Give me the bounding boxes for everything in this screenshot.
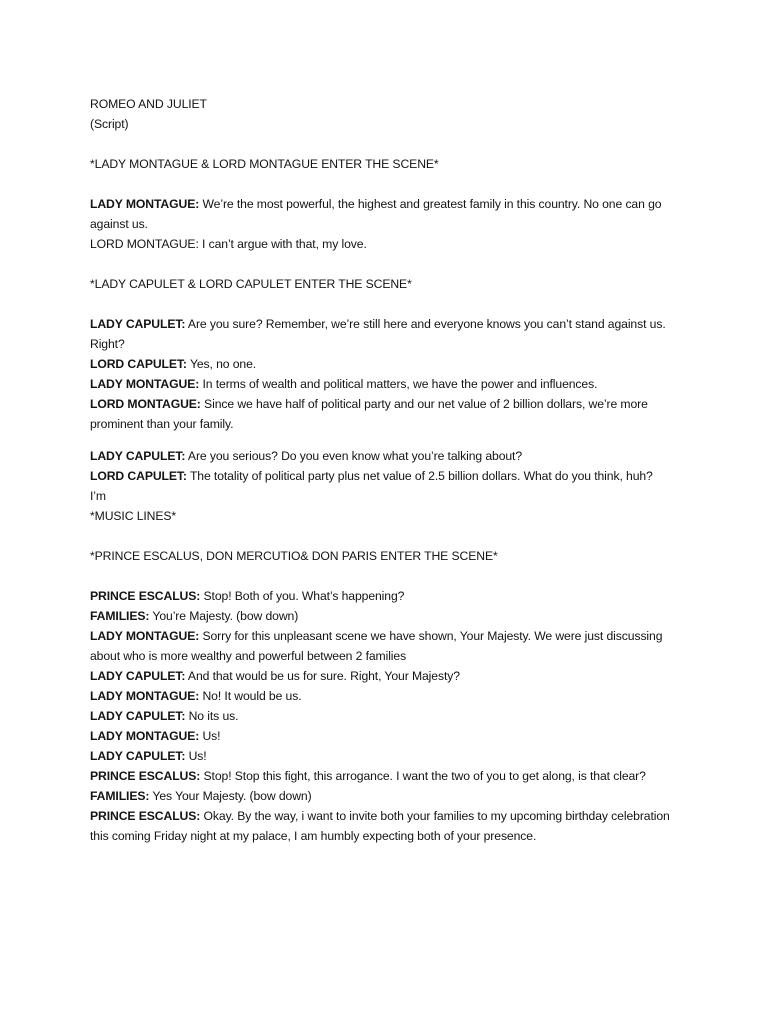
- dialogue-line: [90, 586, 690, 606]
- dialogue-line: [90, 706, 690, 726]
- stage-direction: *PRINCE ESCALUS, DON MERCUTIO& DON PARIS ENTER THE SCENE*: [90, 549, 498, 563]
- dialogue-line: [90, 606, 690, 626]
- dialogue-text: No its us.: [185, 709, 239, 723]
- speaker-name: LADY CAPULET:: [90, 749, 186, 763]
- dialogue-line: [90, 314, 690, 354]
- dialogue-text: Us!: [199, 729, 221, 743]
- dialogue-line: [90, 486, 690, 506]
- speaker-name: PRINCE ESCALUS:: [90, 769, 201, 783]
- dialogue-line: [90, 374, 690, 394]
- dialogue-text: We’re the most powerful, the highest and greatest family in this country. No one can go against us.: [90, 197, 665, 231]
- speaker-name: LADY CAPULET:: [90, 669, 186, 683]
- stage-direction: *LADY MONTAGUE & LORD MONTAGUE ENTER THE SCENE*: [90, 157, 439, 171]
- speaker-name: LORD CAPULET:: [90, 469, 187, 483]
- speaker-name: LADY MONTAGUE:: [90, 377, 200, 391]
- script-page: [90, 94, 690, 846]
- dialogue-line: [90, 726, 690, 746]
- speaker-name: LADY CAPULET:: [90, 449, 186, 463]
- dialogue-text: Okay. By the way, i want to invite both your families to my upcoming birthday celebration this coming Friday night at my palace, I am humbly expecting both of your presence.: [90, 809, 673, 843]
- dialogue-line: [90, 626, 690, 666]
- dialogue-text: Are you sure? Remember, we’re still here and everyone knows you can’t stand against us. Right?: [90, 317, 669, 351]
- dialogue-text: Us!: [185, 749, 207, 763]
- dialogue-line: [90, 686, 690, 706]
- dialogue-text: Are you serious? Do you even know what you’re talking about?: [185, 449, 523, 463]
- speaker-name: LADY CAPULET:: [90, 709, 186, 723]
- speaker-name: LADY MONTAGUE:: [90, 689, 200, 703]
- dialogue-text: Stop! Stop this fight, this arrogance. I want the two of you to get along, is that clear?: [200, 769, 646, 783]
- speaker-name: PRINCE ESCALUS:: [90, 589, 201, 603]
- speaker-name: LORD CAPULET:: [90, 357, 187, 371]
- speaker-name: LADY MONTAGUE:: [90, 729, 200, 743]
- dialogue-text: The totality of political party plus net value of 2.5 billion dollars. What do you think, huh?: [186, 469, 653, 483]
- dialogue-line: [90, 446, 690, 466]
- dialogue-text: No! It would be us.: [199, 689, 302, 703]
- script-subtitle: (Script): [90, 117, 129, 131]
- dialogue-line: [90, 666, 690, 686]
- script-title: ROMEO AND JULIET: [90, 97, 207, 111]
- dialogue-line: [90, 194, 690, 234]
- speaker-name: LORD MONTAGUE:: [90, 397, 201, 411]
- dialogue-text: LORD MONTAGUE: I can’t argue with that, my love.: [90, 237, 367, 251]
- speaker-name: PRINCE ESCALUS:: [90, 809, 201, 823]
- dialogue-text: Since we have half of political party and our net value of 2 billion dollars, we’re more prominent than your family.: [90, 397, 652, 431]
- dialogue-text: You’re Majesty. (bow down): [149, 609, 299, 623]
- speaker-name: LADY MONTAGUE:: [90, 629, 200, 643]
- dialogue-line: [90, 354, 690, 374]
- dialogue-line: [90, 466, 690, 486]
- dialogue-line: [90, 786, 690, 806]
- dialogue-text: In terms of wealth and political matters, we have the power and influences.: [199, 377, 598, 391]
- speaker-name: FAMILIES:: [90, 609, 150, 623]
- dialogue-text: Yes Your Majesty. (bow down): [149, 789, 312, 803]
- dialogue-text: Sorry for this unpleasant scene we have shown, Your Majesty. We were just discussing about who is more wealthy and powerful between 2 families: [90, 629, 666, 663]
- dialogue-line: [90, 806, 690, 846]
- dialogue-text: Stop! Both of you. What’s happening?: [200, 589, 405, 603]
- dialogue-line: [90, 234, 690, 254]
- dialogue-line: [90, 746, 690, 766]
- dialogue-line: [90, 766, 690, 786]
- speaker-name: FAMILIES:: [90, 789, 150, 803]
- stage-direction: *LADY CAPULET & LORD CAPULET ENTER THE SCENE*: [90, 277, 412, 291]
- dialogue-text: I’m: [90, 489, 106, 503]
- speaker-name: LADY MONTAGUE:: [90, 197, 200, 211]
- speaker-name: LADY CAPULET:: [90, 317, 186, 331]
- dialogue-text: And that would be us for sure. Right, Your Majesty?: [185, 669, 460, 683]
- dialogue-text: Yes, no one.: [186, 357, 257, 371]
- dialogue-line: [90, 394, 690, 434]
- stage-direction: *MUSIC LINES*: [90, 509, 177, 523]
